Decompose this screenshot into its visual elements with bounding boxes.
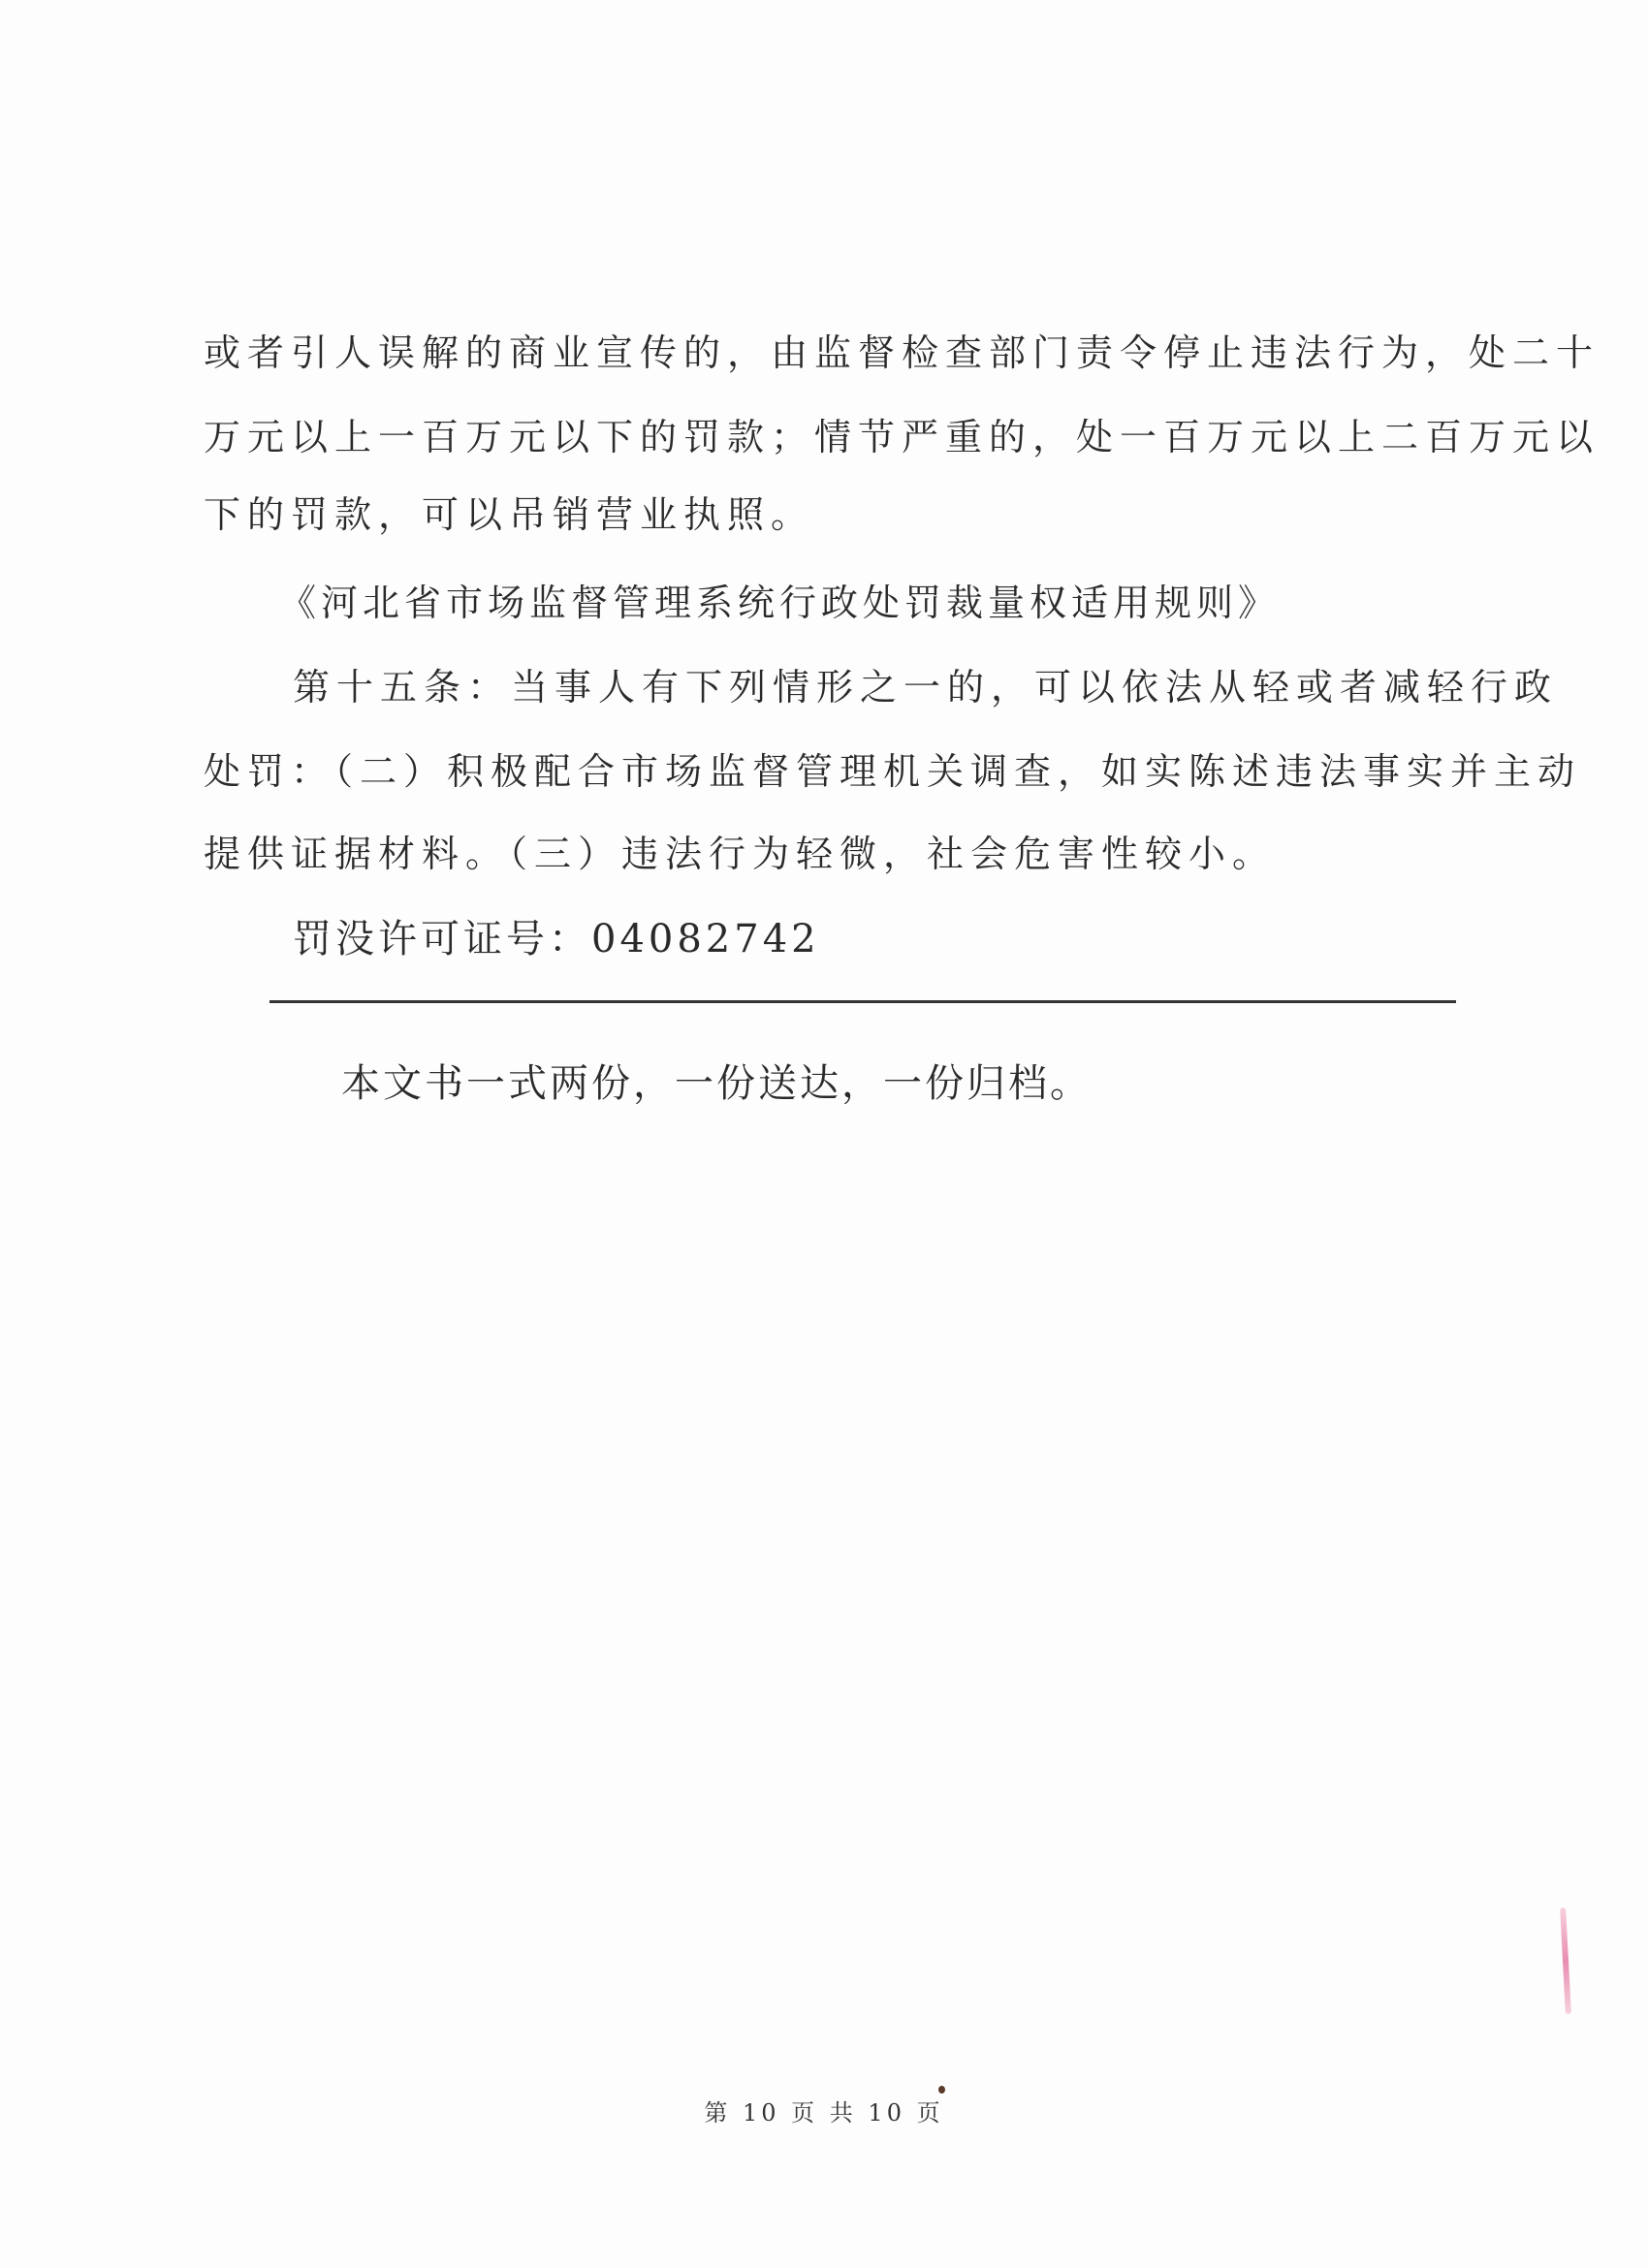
article-line-1: 第十五条：当事人有下列情形之一的，可以依法从轻或者减轻行政	[293, 666, 1559, 709]
body-line-3: 下的罚款，可以吊销营业执照。	[204, 493, 815, 536]
permit-number: 罚没许可证号：04082742	[293, 917, 820, 961]
copies-note: 本文书一式两份，一份送达，一份归档。	[341, 1061, 1092, 1106]
body-line-1: 或者引人误解的商业宣传的，由监督检查部门责令停止违法行为，处二十	[204, 331, 1600, 374]
regulation-title: 《河北省市场监督管理系统行政处罚裁量权适用规则》	[279, 582, 1281, 624]
page-footer: 第 10 页 共 10 页	[704, 2099, 944, 2126]
divider-line	[269, 1000, 1456, 1003]
body-line-2: 万元以上一百万元以下的罚款；情节严重的，处一百万元以上二百万元以	[204, 416, 1600, 458]
scan-speck	[938, 2086, 945, 2094]
scan-mark	[1560, 1907, 1571, 2014]
article-line-2: 处罚：（二）积极配合市场监督管理机关调查，如实陈述违法事实并主动	[204, 750, 1582, 793]
article-line-3: 提供证据材料。（三）违法行为轻微，社会危害性较小。	[204, 833, 1277, 875]
